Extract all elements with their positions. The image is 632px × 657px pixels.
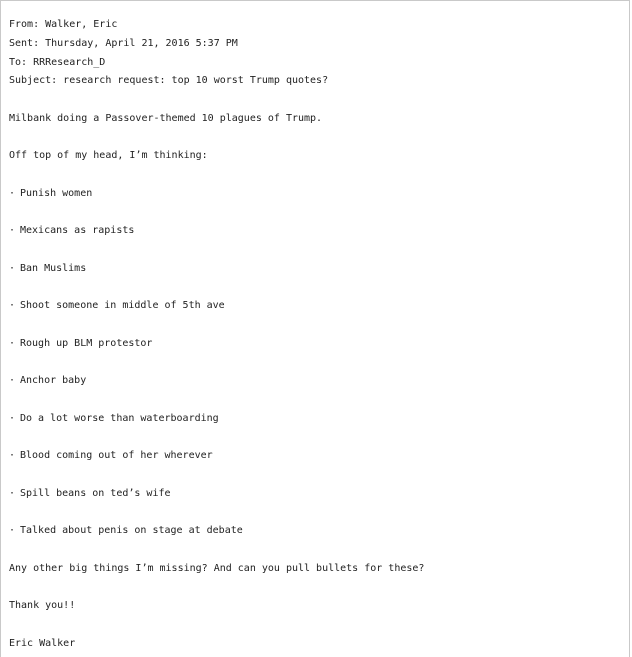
list-item xyxy=(9,185,624,204)
bullet-dot: · xyxy=(9,187,16,199)
question-text: Any other big things I’m missing? And can you pull bullets for these? xyxy=(9,562,425,574)
spacer xyxy=(9,279,624,298)
signature: Eric Walker xyxy=(9,637,76,649)
list-item xyxy=(9,297,624,316)
list-item-text: Spill beans on ted’s wife xyxy=(20,487,171,499)
list-item-text: Talked about penis on stage at debate xyxy=(20,525,243,537)
spacer xyxy=(9,616,624,635)
list-item-text: Punish women xyxy=(20,187,93,199)
bullet-list xyxy=(9,185,624,541)
spacer xyxy=(9,466,624,485)
bullet-dot: · xyxy=(9,450,16,462)
spacer xyxy=(9,354,624,373)
spacer xyxy=(9,541,624,560)
list-item xyxy=(9,372,624,391)
subject-line: Subject: research request: top 10 worst Trump quotes? xyxy=(9,75,329,87)
spacer xyxy=(9,204,624,223)
spacer xyxy=(9,91,624,110)
spacer xyxy=(9,391,624,410)
bullet-dot: · xyxy=(9,262,16,274)
bullet-dot: · xyxy=(9,487,16,499)
list-item-text: Shoot someone in middle of 5th ave xyxy=(20,300,225,312)
list-item xyxy=(9,447,624,466)
spacer xyxy=(9,241,624,260)
list-item-text: Blood coming out of her wherever xyxy=(20,450,213,462)
sent-line: Sent: Thursday, April 21, 2016 5:37 PM xyxy=(9,37,238,49)
list-item xyxy=(9,522,624,541)
list-item-text: Rough up BLM protestor xyxy=(20,337,153,349)
to-line: To: RRResearch_D xyxy=(9,56,106,68)
spacer xyxy=(9,129,624,148)
bullet-dot: · xyxy=(9,225,16,237)
list-item xyxy=(9,222,624,241)
bullet-dot: · xyxy=(9,412,16,424)
list-item-text: Do a lot worse than waterboarding xyxy=(20,412,219,424)
from-line: From: Walker, Eric xyxy=(9,19,118,30)
list-item-text: Anchor baby xyxy=(20,375,87,387)
spacer xyxy=(9,579,624,598)
email-message xyxy=(9,16,624,654)
spacer xyxy=(9,166,624,185)
spacer xyxy=(9,429,624,448)
lead-text: Off top of my head, I’m thinking: xyxy=(9,150,208,162)
list-item-text: Ban Muslims xyxy=(20,262,87,274)
list-item xyxy=(9,260,624,279)
intro-text: Milbank doing a Passover-themed 10 plagues of Trump. xyxy=(9,112,323,124)
bullet-dot: · xyxy=(9,300,16,312)
bullet-dot: · xyxy=(9,337,16,349)
list-item xyxy=(9,335,624,354)
bullet-dot: · xyxy=(9,525,16,537)
spacer xyxy=(9,316,624,335)
list-item xyxy=(9,485,624,504)
thanks-text: Thank you!! xyxy=(9,600,76,612)
bullet-dot: · xyxy=(9,375,16,387)
list-item xyxy=(9,410,624,429)
list-item-text: Mexicans as rapists xyxy=(20,225,135,237)
spacer xyxy=(9,504,624,523)
